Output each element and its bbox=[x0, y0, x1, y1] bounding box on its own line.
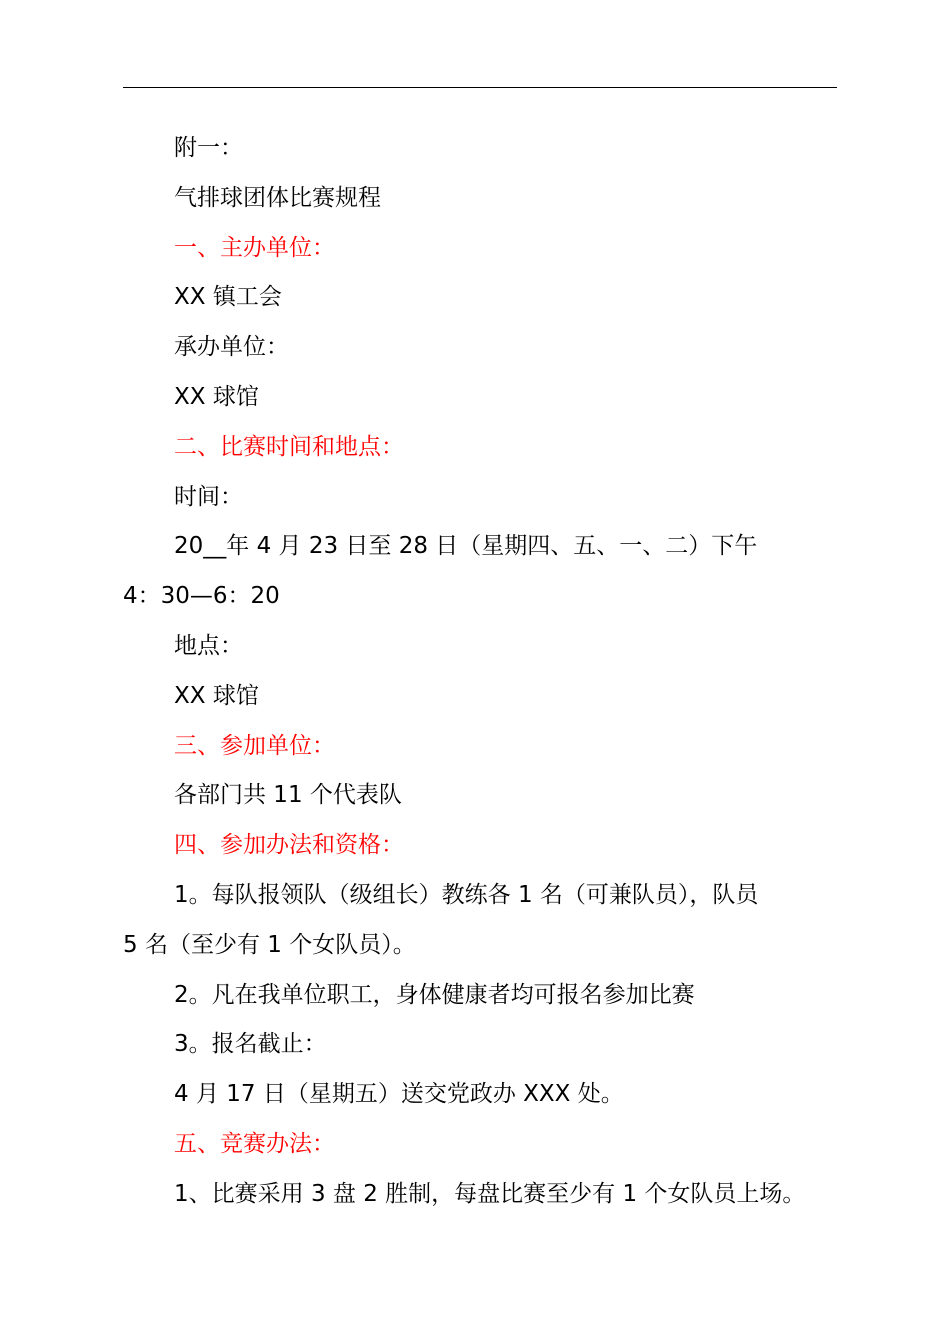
co-organizer-value: XX 球馆 bbox=[174, 383, 259, 410]
eligibility-item-3: 3。报名截止： bbox=[174, 1031, 327, 1058]
time-label: 时间： bbox=[174, 483, 243, 510]
participants-value: 各部门共 11 个代表队 bbox=[174, 782, 402, 809]
header-rule bbox=[123, 87, 837, 88]
time-value-line-1: 20__年 4 月 23 日至 28 日（星期四、五、一、二）下午 bbox=[174, 533, 758, 560]
section-heading-organizer: 一、主办单位： bbox=[174, 234, 335, 261]
time-value-line-2: 4：30—6：20 bbox=[123, 583, 280, 610]
organizer-value: XX 镇工会 bbox=[174, 284, 282, 311]
place-label: 地点： bbox=[174, 632, 243, 659]
section-heading-participants: 三、参加单位： bbox=[174, 732, 335, 759]
section-heading-eligibility: 四、参加办法和资格： bbox=[174, 832, 404, 859]
section-heading-competition-rules: 五、竞赛办法： bbox=[174, 1130, 335, 1157]
competition-rule-1: 1、比赛采用 3 盘 2 胜制，每盘比赛至少有 1 个女队员上场。 bbox=[174, 1180, 806, 1207]
document-title: 气排球团体比赛规程 bbox=[174, 184, 381, 211]
eligibility-item-1-line-1: 1。每队报领队（级组长）教练各 1 名（可兼队员），队员 bbox=[174, 881, 759, 908]
document-body bbox=[123, 124, 837, 1220]
eligibility-item-2: 2。凡在我单位职工，身体健康者均可报名参加比赛 bbox=[174, 981, 695, 1008]
eligibility-item-1-line-2: 5 名（至少有 1 个女队员）。 bbox=[123, 931, 416, 958]
registration-deadline: 4 月 17 日（星期五）送交党政办 XXX 处。 bbox=[174, 1081, 624, 1108]
attachment-label: 附一： bbox=[174, 135, 243, 161]
place-value: XX 球馆 bbox=[174, 682, 259, 709]
section-heading-time-place: 二、比赛时间和地点： bbox=[174, 433, 404, 460]
co-organizer-label: 承办单位： bbox=[174, 334, 289, 361]
